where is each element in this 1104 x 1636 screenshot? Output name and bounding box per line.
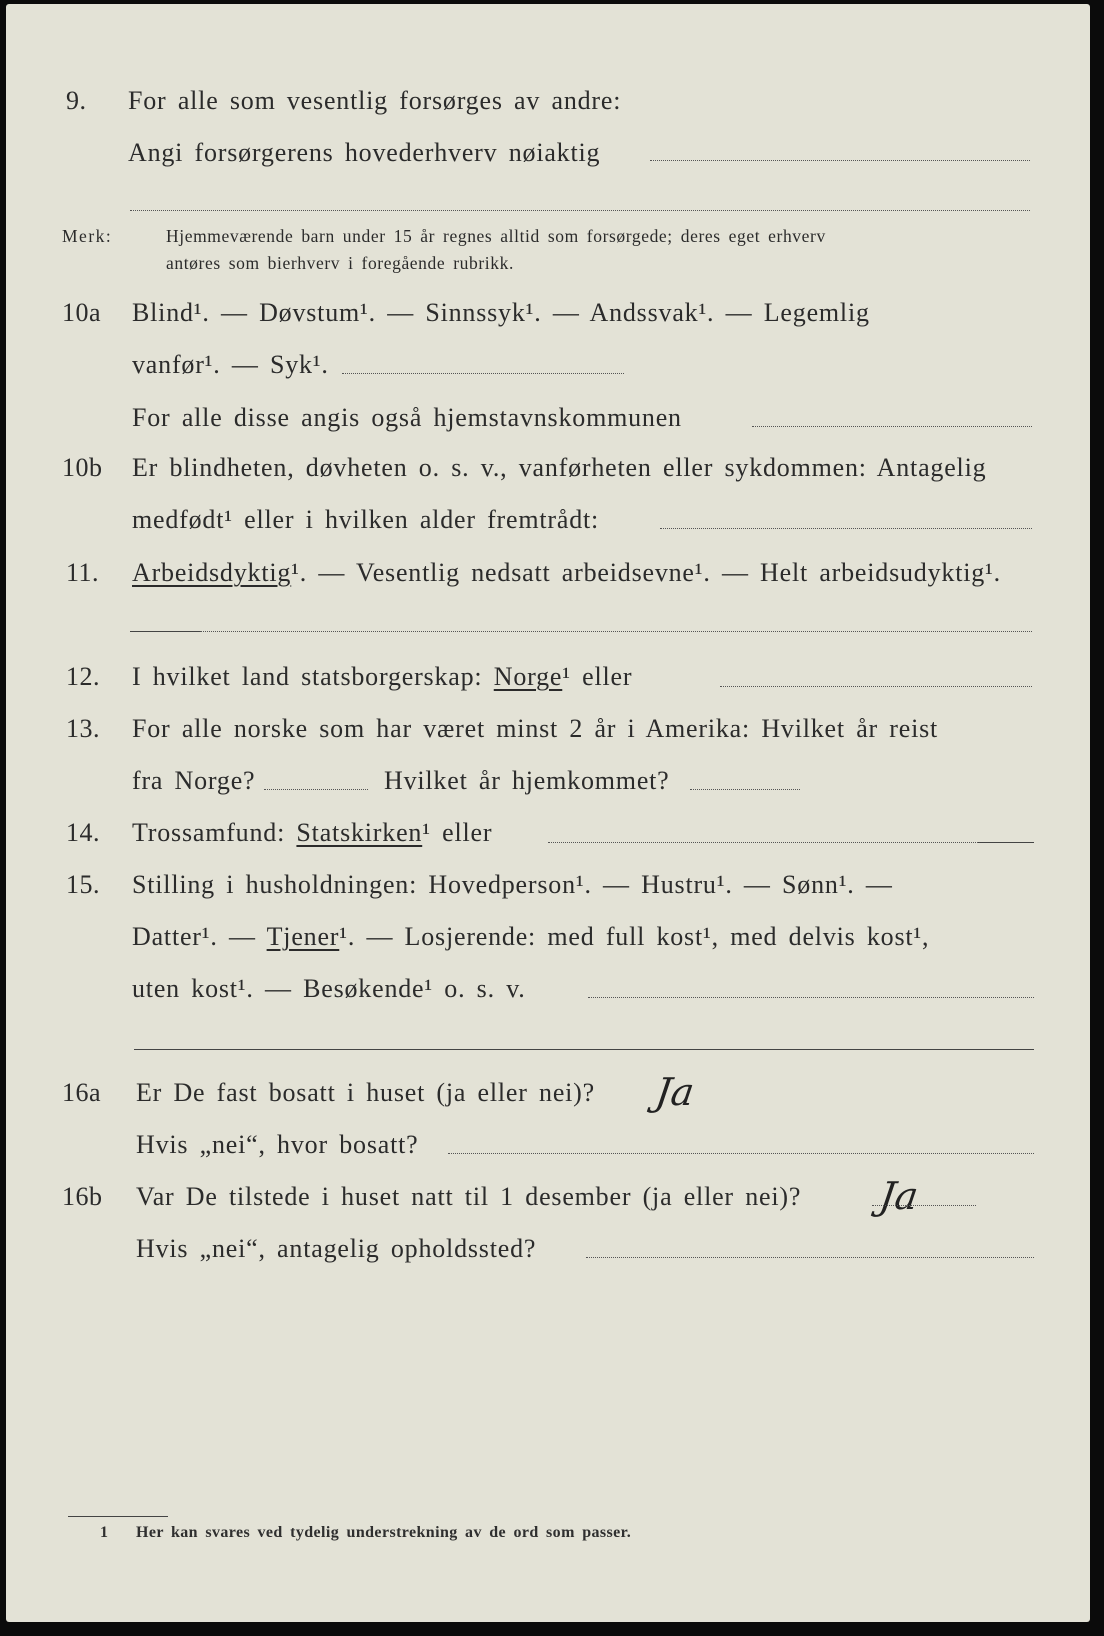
note-label: Merk: xyxy=(62,226,113,246)
question-text: Angi forsørgerens hovederhverv nøiaktig xyxy=(128,138,601,167)
footnote-text: Her kan svares ved tydelig understrekning av de ord som passer. xyxy=(136,1524,632,1541)
underlined-answer: Statskirken xyxy=(296,818,423,847)
question-number: 16a xyxy=(62,1078,102,1107)
question-text xyxy=(132,662,632,692)
question-text: uten kost¹. — Besøkende¹ o. s. v. xyxy=(132,974,526,1003)
question-text: Var De tilstede i huset natt til 1 desember (ja eller nei)? xyxy=(136,1182,802,1211)
footnote-mark: 1 xyxy=(100,1524,109,1541)
answer-line[interactable] xyxy=(978,842,1034,843)
question-number: 14. xyxy=(66,818,100,847)
question-text: Er De fast bosatt i huset (ja eller nei)? xyxy=(136,1078,595,1107)
underlined-answer: Arbeidsdyktig xyxy=(132,558,292,587)
question-suffix: ¹ eller xyxy=(562,662,633,691)
question-text xyxy=(132,558,1001,588)
question-text-rest: ¹. — Vesentlig nedsatt arbeidsevne¹. — Helt arbeidsudyktig¹. xyxy=(291,558,1001,587)
footnote-rule xyxy=(68,1516,168,1517)
question-number: 15. xyxy=(66,870,100,899)
question-text-part: Datter¹. — xyxy=(132,922,256,951)
question-text: Stilling i husholdningen: Hovedperson¹. — Hustru¹. — Sønn¹. — xyxy=(132,870,893,899)
question-number: 13. xyxy=(66,714,100,743)
question-number: 10b xyxy=(62,453,103,482)
note-text: antøres som bierhverv i foregående rubrikk. xyxy=(166,253,514,273)
question-text xyxy=(132,922,929,952)
handwritten-answer: Ja xyxy=(876,1174,921,1218)
question-text: fra Norge? xyxy=(132,766,256,795)
answer-line[interactable] xyxy=(342,373,624,374)
question-prefix: Trossamfund: xyxy=(132,818,286,847)
answer-line[interactable] xyxy=(548,842,978,843)
question-text-rest: ¹. — Losjerende: med full kost¹, med delvis kost¹, xyxy=(339,922,930,951)
question-number: 11. xyxy=(66,558,100,587)
question-text: medfødt¹ eller i hvilken alder fremtrådt: xyxy=(132,505,600,534)
question-text: For alle disse angis også hjemstavnskommunen xyxy=(132,403,682,432)
answer-line[interactable] xyxy=(264,789,368,790)
answer-line[interactable] xyxy=(872,1205,976,1206)
question-text: Blind¹. — Døvstum¹. — Sinnssyk¹. — Andssvak¹. — Legemlig xyxy=(132,298,870,327)
question-text: Hvilket år hjemkommet? xyxy=(384,766,670,795)
question-number: 10a xyxy=(62,298,102,327)
answer-line[interactable] xyxy=(448,1153,1034,1154)
question-text xyxy=(132,818,492,848)
handwritten-answer: Ja xyxy=(652,1070,697,1114)
answer-line[interactable] xyxy=(200,631,1032,632)
answer-line[interactable] xyxy=(588,997,1034,998)
question-prefix: I hvilket land statsborgerskap: xyxy=(132,662,483,691)
answer-line[interactable] xyxy=(134,1049,1034,1050)
question-text: For alle norske som har været minst 2 år i Amerika: Hvilket år reist xyxy=(132,714,939,743)
answer-line[interactable] xyxy=(690,789,800,790)
answer-line[interactable] xyxy=(130,631,200,632)
answer-line[interactable] xyxy=(586,1257,1034,1258)
answer-line[interactable] xyxy=(752,426,1032,427)
note-text: Hjemmeværende barn under 15 år regnes alltid som forsørgede; deres eget erhverv xyxy=(166,226,826,246)
question-suffix: ¹ eller xyxy=(422,818,493,847)
answer-line[interactable] xyxy=(130,210,1030,211)
question-text: Er blindheten, døvheten o. s. v., vanførheten eller sykdommen: Antagelig xyxy=(132,453,987,482)
question-text: Hvis „nei“, hvor bosatt? xyxy=(136,1130,419,1159)
question-number: 12. xyxy=(66,662,100,691)
question-number: 9. xyxy=(66,86,87,115)
answer-line[interactable] xyxy=(660,528,1032,529)
question-number: 16b xyxy=(62,1182,103,1211)
question-text: For alle som vesentlig forsørges av andre: xyxy=(128,86,622,115)
question-text: Hvis „nei“, antagelig opholdssted? xyxy=(136,1234,537,1263)
answer-line[interactable] xyxy=(650,160,1030,161)
answer-line[interactable] xyxy=(720,686,1032,687)
underlined-answer: Norge xyxy=(493,662,563,691)
underlined-answer: Tjener xyxy=(266,922,340,951)
question-text: vanfør¹. — Syk¹. xyxy=(132,350,329,379)
